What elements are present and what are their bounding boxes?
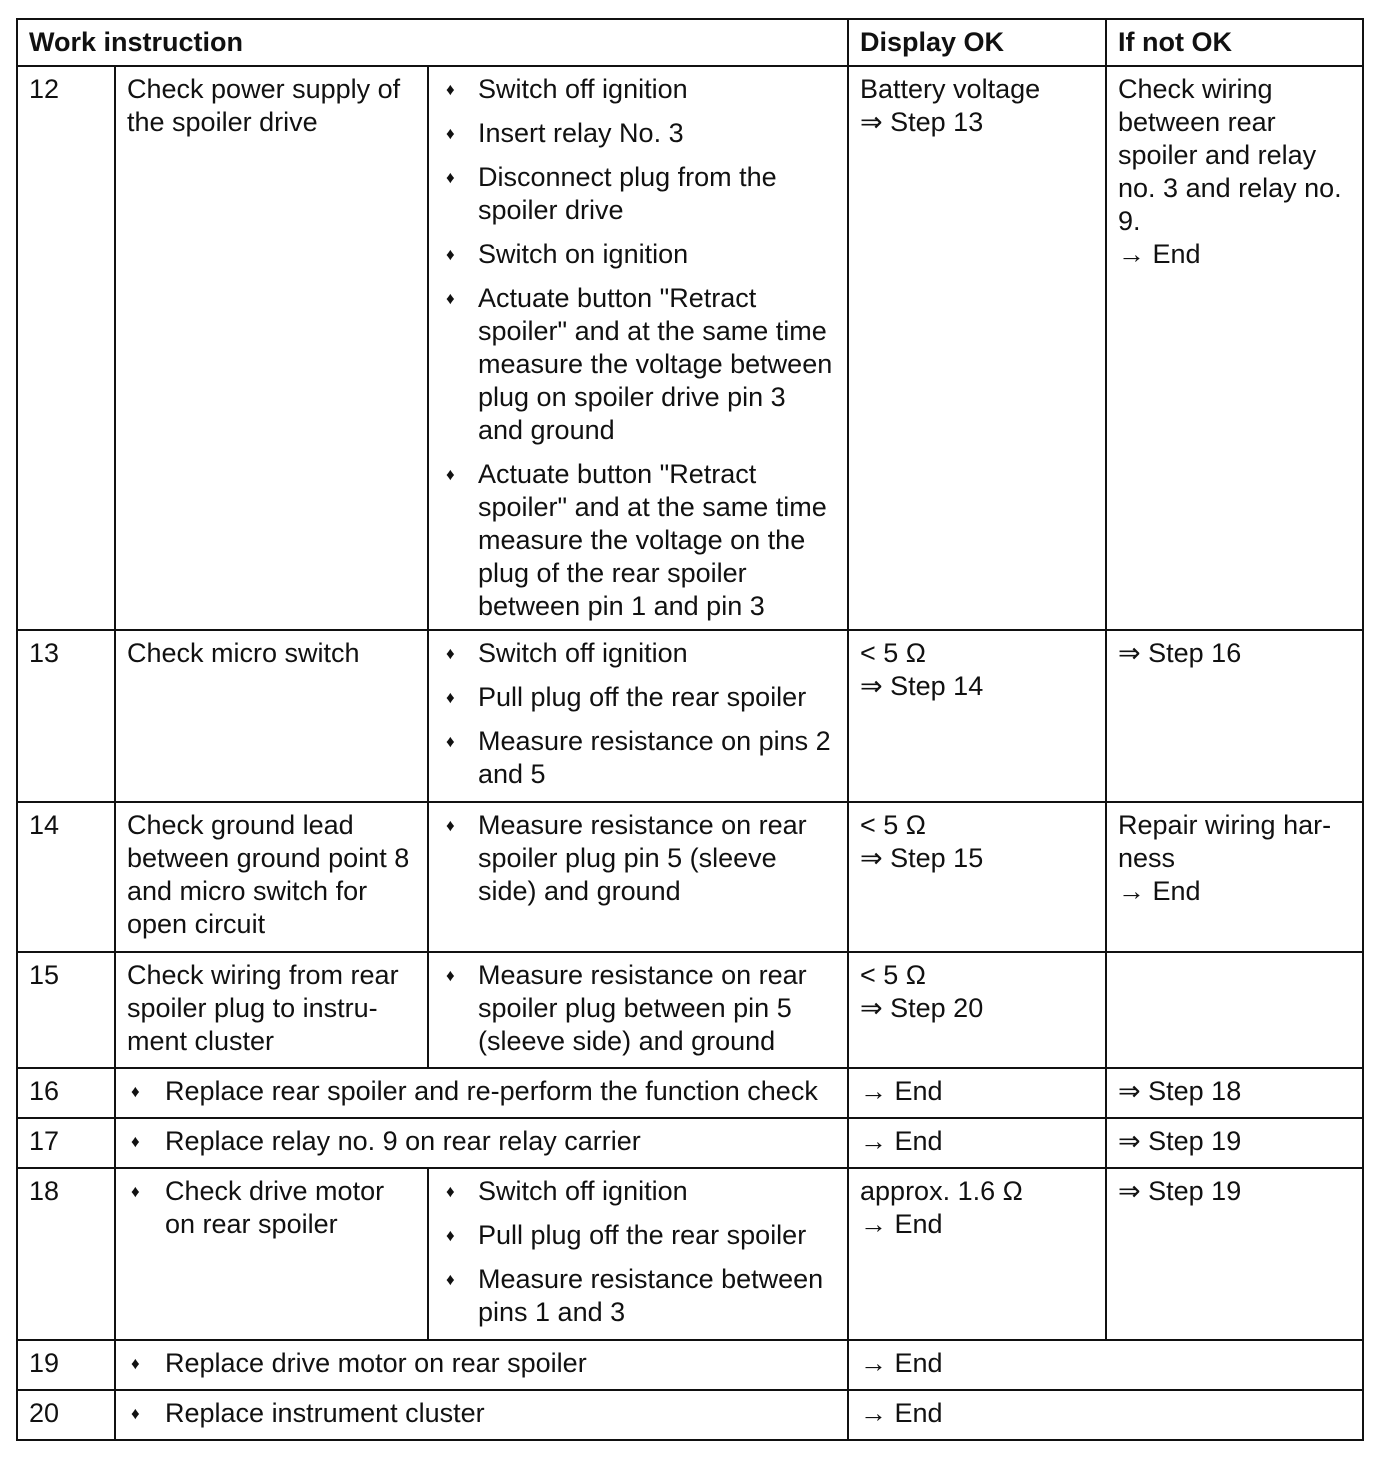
step-actions [428, 630, 848, 802]
header-work-instruction: Work instruction [17, 19, 848, 66]
table-row [17, 1118, 1363, 1168]
if-not-ok-cell [1106, 802, 1363, 952]
list-item: ♦ Pull plug off the rear spoiler [440, 1219, 837, 1252]
if-not-ok-text: ness [1118, 843, 1176, 873]
step-instruction [115, 1068, 848, 1118]
list-item: ♦ Measure resistance on pins 2 and 5 [440, 725, 837, 791]
display-ok-value: < 5 Ω [860, 960, 926, 990]
list-item: ♦ Actuate button "Retract spoiler" and at the same time measure the voltage between plug on spoiler drive pin 3 and ground [440, 282, 837, 447]
display-ok-next: ⇒ Step 15 [860, 843, 984, 873]
result-cell: → End [848, 1390, 1363, 1440]
if-not-ok-next: → End [1118, 239, 1201, 269]
if-not-ok-cell [1106, 630, 1363, 802]
work-instruction-table [16, 18, 1364, 1441]
instruction-text: ♦ Replace rear spoiler and re-perform the function check [127, 1075, 837, 1108]
instruction-text: ♦ Replace instrument cluster [127, 1397, 837, 1430]
step-number: 13 [17, 630, 115, 802]
table-row [17, 802, 1363, 952]
step-description: Check micro switch [115, 630, 428, 802]
list-item: ♦ Switch off ignition [440, 73, 837, 106]
display-ok-cell [848, 66, 1106, 630]
list-item: ♦ Switch off ignition [440, 1175, 837, 1208]
table-row [17, 1340, 1363, 1390]
step-number: 19 [17, 1340, 115, 1390]
if-not-ok-text: Check wiring between rear spoiler and relay no. 3 and relay no. 9. [1118, 74, 1342, 236]
header-row [17, 19, 1363, 66]
list-item: ♦ Actuate button "Retract spoiler" and at the same time measure the voltage on the plug of the rear spoiler between pin 1 and pin 3 [440, 458, 837, 623]
step-actions [428, 802, 848, 952]
list-item: ♦ Measure resistance between pins 1 and 3 [440, 1263, 837, 1329]
table-row [17, 66, 1363, 630]
list-item: ♦ Insert relay No. 3 [440, 117, 837, 150]
description-line: Check wiring from rear [127, 960, 399, 990]
display-ok-cell [848, 630, 1106, 802]
display-ok-value: < 5 Ω [860, 638, 926, 668]
header-if-not-ok: If not OK [1106, 19, 1363, 66]
step-number: 16 [17, 1068, 115, 1118]
action-list [440, 637, 837, 791]
list-item: ♦ Pull plug off the rear spoiler [440, 681, 837, 714]
description-text: ♦ Check drive motor on rear spoiler [127, 1175, 417, 1241]
list-item: ♦ Disconnect plug from the spoiler drive [440, 161, 837, 227]
action-list [440, 1175, 837, 1329]
step-number: 20 [17, 1390, 115, 1440]
if-not-ok-text: Repair wiring har- [1118, 810, 1332, 840]
list-item: ♦ Switch off ignition [440, 637, 837, 670]
table-row [17, 1168, 1363, 1340]
step-instruction [115, 1390, 848, 1440]
list-item: ♦ Measure resistance on rear spoiler plug between pin 5 (sleeve side) and ground [440, 959, 837, 1058]
table-row [17, 1390, 1363, 1440]
if-not-ok-cell [1106, 1118, 1363, 1168]
result-cell: → End [848, 1340, 1363, 1390]
display-ok-cell [848, 952, 1106, 1068]
instruction-text: ♦ Replace relay no. 9 on rear relay carrier [127, 1125, 837, 1158]
list-item: ♦ Measure resistance on rear spoiler plug pin 5 (sleeve side) and ground [440, 809, 837, 908]
step-description [115, 952, 428, 1068]
description-line: spoiler plug to instru- [127, 993, 378, 1023]
action-list [440, 809, 837, 908]
display-ok-cell [848, 1168, 1106, 1340]
step-actions [428, 66, 848, 630]
step-actions [428, 1168, 848, 1340]
display-ok-next: ⇒ Step 13 [860, 107, 984, 137]
step-number: 18 [17, 1168, 115, 1340]
if-not-ok-next: ⇒ Step 19 [1118, 1126, 1242, 1156]
if-not-ok-next: ⇒ Step 16 [1118, 638, 1242, 668]
step-instruction [115, 1340, 848, 1390]
display-ok-cell [848, 1068, 1106, 1118]
header-display-ok: Display OK [848, 19, 1106, 66]
display-ok-value: approx. 1.6 Ω [860, 1176, 1023, 1206]
table-row [17, 630, 1363, 802]
if-not-ok-next: ⇒ Step 18 [1118, 1076, 1242, 1106]
if-not-ok-next: → End [1118, 876, 1201, 906]
display-ok-next: → End [860, 1126, 943, 1156]
if-not-ok-cell [1106, 952, 1363, 1068]
list-item: ♦ Switch on ignition [440, 238, 837, 271]
table-row [17, 1068, 1363, 1118]
step-number: 14 [17, 802, 115, 952]
step-instruction [115, 1118, 848, 1168]
step-description: Check power supply of the spoiler drive [115, 66, 428, 630]
table-row [17, 952, 1363, 1068]
display-ok-next: → End [860, 1076, 943, 1106]
description-line: ment cluster [127, 1026, 275, 1056]
step-description: Check ground lead between ground point 8 and micro switch for open circuit [115, 802, 428, 952]
action-list [440, 73, 837, 623]
display-ok-next: ⇒ Step 14 [860, 671, 984, 701]
if-not-ok-next: ⇒ Step 19 [1118, 1176, 1242, 1206]
display-ok-cell [848, 1118, 1106, 1168]
step-description [115, 1168, 428, 1340]
action-list [440, 959, 837, 1058]
display-ok-next: → End [860, 1209, 943, 1239]
display-ok-cell [848, 802, 1106, 952]
display-ok-value: < 5 Ω [860, 810, 926, 840]
step-number: 15 [17, 952, 115, 1068]
if-not-ok-cell [1106, 1168, 1363, 1340]
instruction-text: ♦ Replace drive motor on rear spoiler [127, 1347, 837, 1380]
if-not-ok-cell [1106, 1068, 1363, 1118]
if-not-ok-cell [1106, 66, 1363, 630]
display-ok-next: ⇒ Step 20 [860, 993, 984, 1023]
step-number: 17 [17, 1118, 115, 1168]
display-ok-value: Battery voltage [860, 74, 1041, 104]
step-actions [428, 952, 848, 1068]
step-number: 12 [17, 66, 115, 630]
